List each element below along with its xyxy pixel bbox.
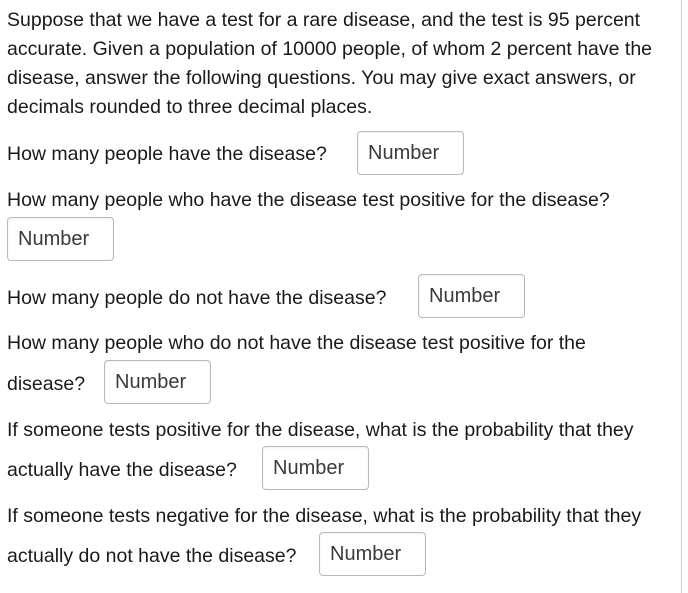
question-4-answer-input[interactable] bbox=[104, 360, 211, 404]
question-5-text-line-2: actually have the disease? bbox=[7, 459, 237, 481]
question-3-answer-input[interactable] bbox=[418, 274, 525, 318]
question-6-text-line-1: If someone tests negative for the disease, what is the probability that they bbox=[7, 505, 642, 527]
question-4-text-line-2: disease? bbox=[7, 373, 86, 395]
question-4-text-line-1: How many people who do not have the disease test positive for the bbox=[7, 332, 586, 354]
problem-statement bbox=[7, 6, 683, 122]
question-2-text: How many people who have the disease test positive for the disease? bbox=[7, 189, 610, 211]
question-1-text: How many people have the disease? bbox=[7, 143, 327, 165]
question-6-text-line-2: actually do not have the disease? bbox=[7, 545, 297, 567]
question-5-answer-input[interactable] bbox=[262, 446, 369, 490]
question-2-answer-input[interactable] bbox=[7, 217, 114, 261]
question-1-answer-input[interactable] bbox=[357, 131, 464, 175]
problem-line-1: Suppose that we have a test for a rare disease, and the test is 95 percent bbox=[7, 9, 641, 31]
problem-line-4: decimals rounded to three decimal places. bbox=[7, 96, 373, 118]
problem-line-3: disease, answer the following questions. You may give exact answers, or bbox=[7, 67, 636, 89]
question-6-answer-input[interactable] bbox=[319, 532, 426, 576]
problem-line-2: accurate. Given a population of 10000 people, of whom 2 percent have the bbox=[7, 38, 653, 60]
question-5-text-line-1: If someone tests positive for the disease, what is the probability that they bbox=[7, 419, 634, 441]
question-3-text: How many people do not have the disease? bbox=[7, 287, 387, 309]
